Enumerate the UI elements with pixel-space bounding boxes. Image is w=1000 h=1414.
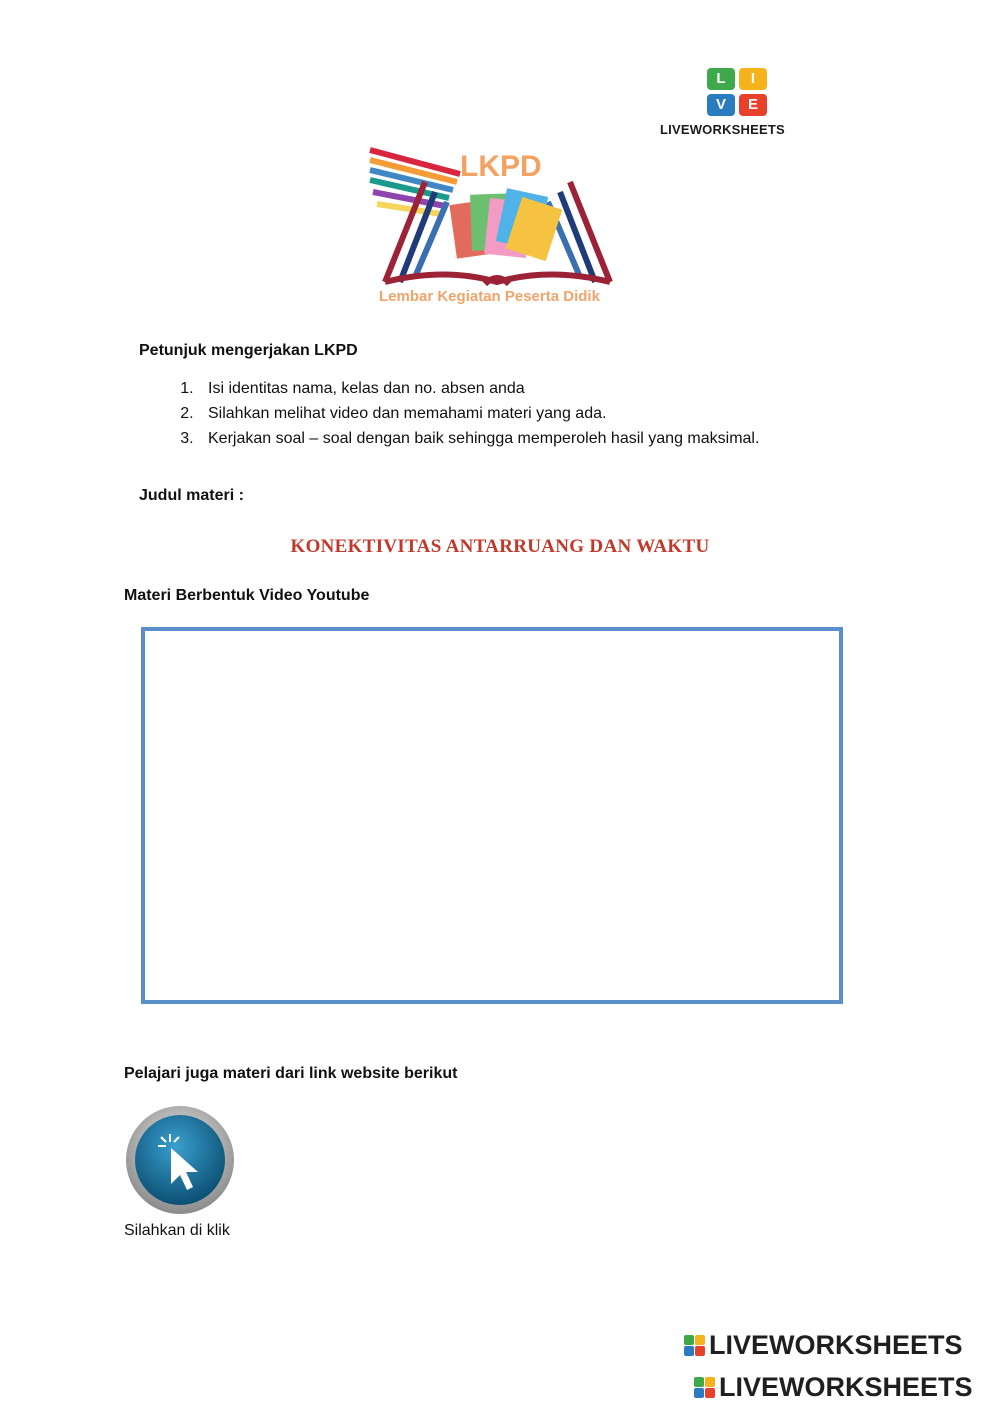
lkpd-caption: Lembar Kegiatan Peserta Didik — [379, 288, 600, 305]
logo-letter-i: I — [739, 68, 767, 90]
instructions-list — [140, 376, 759, 451]
instruction-item: 2. Silahkan melihat video dan memahami materi yang ada. — [198, 401, 759, 426]
topic-label: Judul materi : — [139, 487, 244, 504]
instructions-heading: Petunjuk mengerjakan LKPD — [139, 342, 358, 359]
cursor-click-icon — [124, 1104, 236, 1216]
website-link-button[interactable] — [124, 1104, 236, 1216]
instruction-item: 1. Isi identitas nama, kelas dan no. absen anda — [198, 376, 759, 401]
footer-logo-2 — [694, 1372, 973, 1403]
website-heading: Pelajari juga materi dari link website berikut — [124, 1065, 458, 1082]
footer-brand-2: LIVEWORKSHEETS — [719, 1372, 973, 1402]
logo-letter-v: V — [707, 94, 735, 116]
footer-logo-1 — [684, 1330, 963, 1361]
lkpd-title: LKPD — [460, 150, 542, 183]
website-button-label: Silahkan di klik — [124, 1222, 230, 1239]
logo-wordmark: LIVEWORKSHEETS — [660, 122, 785, 137]
lkpd-banner — [365, 142, 630, 312]
topic-title: KONEKTIVITAS ANTARRUANG DAN WAKTU — [290, 536, 710, 557]
footer-brand-1: LIVEWORKSHEETS — [709, 1330, 963, 1360]
footer-logo-grid-icon — [694, 1377, 715, 1398]
live-letter-grid — [707, 68, 820, 116]
logo-letter-e: E — [739, 94, 767, 116]
video-heading: Materi Berbentuk Video Youtube — [124, 587, 370, 604]
video-embed-area[interactable] — [141, 627, 843, 1004]
instruction-item: 3. Kerjakan soal – soal dengan baik sehingga memperoleh hasil yang maksimal. — [198, 426, 759, 451]
logo-letter-l: L — [707, 68, 735, 90]
footer-logo-grid-icon — [684, 1335, 705, 1356]
liveworksheets-logo — [660, 68, 820, 137]
notebooks-icon — [449, 188, 562, 261]
